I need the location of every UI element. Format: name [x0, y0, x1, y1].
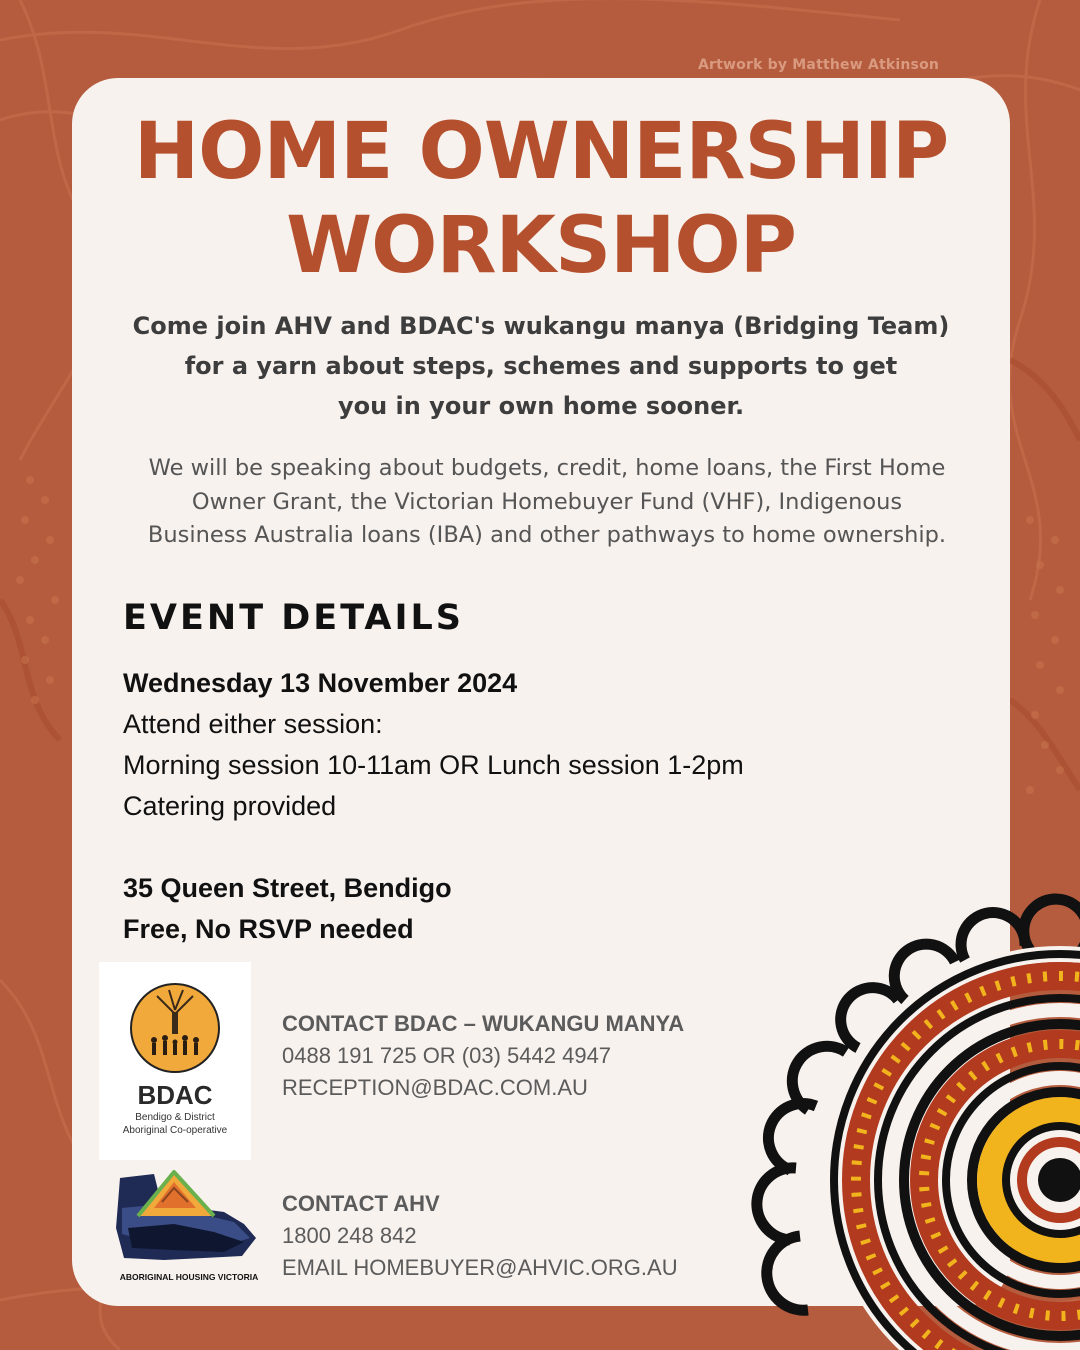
content-card	[72, 78, 1010, 1306]
description-line: Business Australia loans (IBA) and other pathways to home ownership.	[147, 522, 947, 548]
page-title-line-2: WORKSHOP	[286, 201, 796, 291]
description-text	[112, 452, 982, 553]
contact-ahv-phone[interactable]: 1800 248 842	[282, 1223, 417, 1248]
description-line: Owner Grant, the Victorian Homebuyer Fund (VHF), Indigenous	[191, 488, 903, 515]
contact-ahv-email[interactable]: EMAIL HOMEBUYER@AHVIC.ORG.AU	[282, 1255, 678, 1280]
contact-bdac-heading: CONTACT BDAC – WUKANGU MANYA	[282, 1011, 685, 1036]
event-rsvp: Free, No RSVP needed	[123, 914, 414, 944]
event-attend: Attend either session:	[123, 709, 383, 739]
artwork-credit: Artwork by Matthew Atkinson	[698, 57, 940, 73]
contact-bdac-email[interactable]: RECEPTION@BDAC.COM.AU	[282, 1075, 588, 1100]
event-details-heading: EVENT DETAILS	[123, 598, 464, 638]
event-sessions: Morning session 10-11am OR Lunch session 1-2pm	[123, 750, 744, 780]
contact-bdac-phone[interactable]: 0488 191 725 OR (03) 5442 4947	[282, 1043, 612, 1068]
intro-text	[72, 306, 1010, 426]
description-line: We will be speaking about budgets, credit, home loans, the First Home	[148, 455, 946, 481]
page-title-line-1: HOME OWNERSHIP	[133, 107, 949, 197]
contact-ahv-heading: CONTACT AHV	[282, 1191, 440, 1216]
ahv-logo-caption: ABORIGINAL HOUSING VICTORIA	[119, 1272, 259, 1282]
ahv-logo	[104, 1168, 274, 1290]
bdac-logo-subtitle-2: Aboriginal Co-operative	[122, 1125, 228, 1136]
intro-line: Come join AHV and BDAC's wukangu manya (Bridging Team)	[132, 312, 950, 340]
bdac-logo	[99, 962, 251, 1160]
intro-line: for a yarn about steps, schemes and supports to get	[184, 352, 898, 380]
event-address: 35 Queen Street, Bendigo	[123, 873, 452, 903]
ahv-logo-emblem	[104, 1168, 274, 1268]
intro-line: you in your own home sooner.	[337, 392, 745, 420]
contact-ahv	[282, 1188, 678, 1284]
event-date: Wednesday 13 November 2024	[123, 668, 518, 698]
bdac-logo-name: BDAC	[137, 1080, 213, 1110]
event-catering: Catering provided	[123, 791, 337, 821]
bdac-logo-subtitle-1: Bendigo & District	[135, 1112, 215, 1123]
contact-bdac	[282, 1008, 684, 1104]
